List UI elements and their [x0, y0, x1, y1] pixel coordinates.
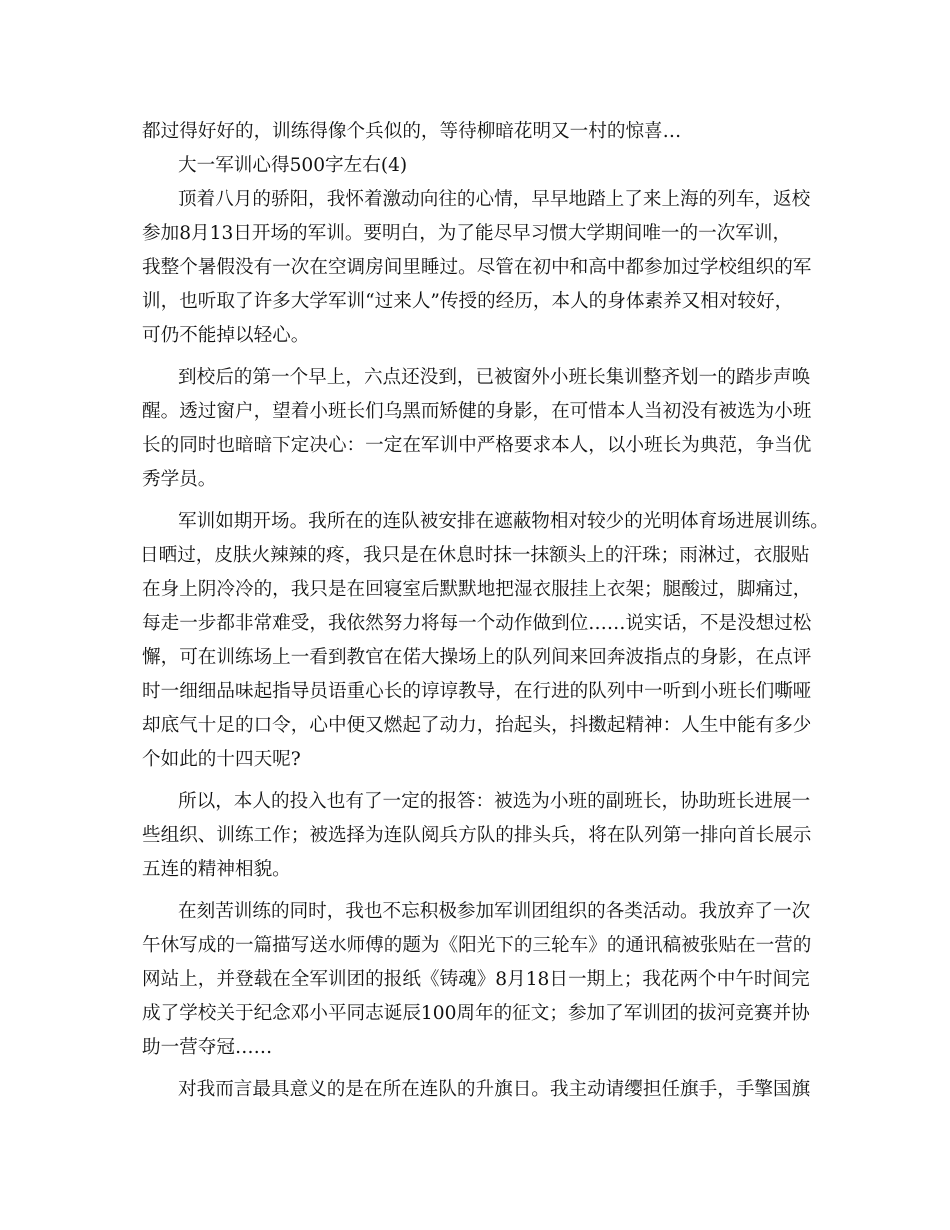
text-line: 日晒过，皮肤火辣辣的疼，我只是在休息时抹一抹额头上的汗珠；雨淋过，衣服贴	[140, 545, 810, 566]
text-line: 秀学员。	[142, 469, 217, 490]
text-line: 助一营夺冠……	[142, 1037, 273, 1058]
text-line: 在身上阴冷冷的，我只是在回寝室后默默地把湿衣服挂上衣架；腿酸过，脚痛过，	[142, 579, 812, 600]
text-line: 到校后的第一个早上，六点还没到，已被窗外小班长集训整齐划一的踏步声唤	[178, 367, 811, 388]
text-line: 参加8月13日开场的军训。要明白，为了能尽早习惯大学期间唯一的一次军训，	[142, 223, 792, 244]
text-line: 顶着八月的骄阳，我怀着激动向往的心情，早早地踏上了来上海的列车，返校	[178, 189, 811, 210]
text-line: 在刻苦训练的同时，我也不忘积极参加军训团组织的各类活动。我放弃了一次	[178, 901, 811, 922]
text-line: 懈，可在训练场上一看到教官在偌大操场上的队列间来回奔波指点的身影，在点评	[142, 647, 812, 668]
text-line: 军训如期开场。我所在的连队被安排在遮蔽物相对较少的光明体育场进展训练。	[178, 511, 829, 532]
section-heading: 大一军训心得500字左右(4)	[178, 155, 408, 176]
text-line: 可仍不能掉以轻心。	[142, 325, 310, 346]
text-line: 训，也听取了许多大学军训“过来人”传授的经历，本人的身体素养又相对较好，	[142, 291, 794, 312]
text-line: 对我而言最具意义的是在所在连队的升旗日。我主动请缨担任旗手，手擎国旗	[178, 1079, 811, 1100]
text-line: 些组织、训练工作；被选择为连队阅兵方队的排头兵，将在队列第一排向首长展示	[142, 825, 812, 846]
text-line: 醒。透过窗户，望着小班长们乌黑而矫健的身影，在可惜本人当初没有被选为小班	[142, 401, 812, 422]
text-line: 个如此的十四天呢?	[142, 749, 301, 770]
text-line: 午休写成的一篇描写送水师傅的题为《阳光下的三轮车》的通讯稿被张贴在一营的	[142, 935, 812, 956]
text-line: 长的同时也暗暗下定决心：一定在军训中严格要求本人，以小班长为典范，争当优	[142, 435, 812, 456]
text-line: 却底气十足的口令，心中便又燃起了动力，抬起头，抖擞起精神：人生中能有多少	[142, 715, 812, 736]
text-line: 都过得好好的，训练得像个兵似的，等待柳暗花明又一村的惊喜…	[142, 121, 682, 142]
text-line: 五连的精神相貌。	[142, 859, 291, 880]
text-line: 每走一步都非常难受，我依然努力将每一个动作做到位……说实话，不是没想过松	[142, 613, 812, 634]
text-line: 我整个暑假没有一次在空调房间里睡过。尽管在初中和高中都参加过学校组织的军	[142, 257, 812, 278]
text-line: 网站上，并登载在全军训团的报纸《铸魂》8月18日一期上；我花两个中午时间完	[142, 969, 810, 990]
text-line: 时一细细品味起指导员语重心长的谆谆教导，在行进的队列中一听到小班长们嘶哑	[142, 681, 812, 702]
text-line: 成了学校关于纪念邓小平同志诞辰100周年的征文；参加了军训团的拔河竞赛并协	[142, 1003, 810, 1024]
text-line: 所以，本人的投入也有了一定的报答：被选为小班的副班长，协助班长进展一	[178, 791, 811, 812]
